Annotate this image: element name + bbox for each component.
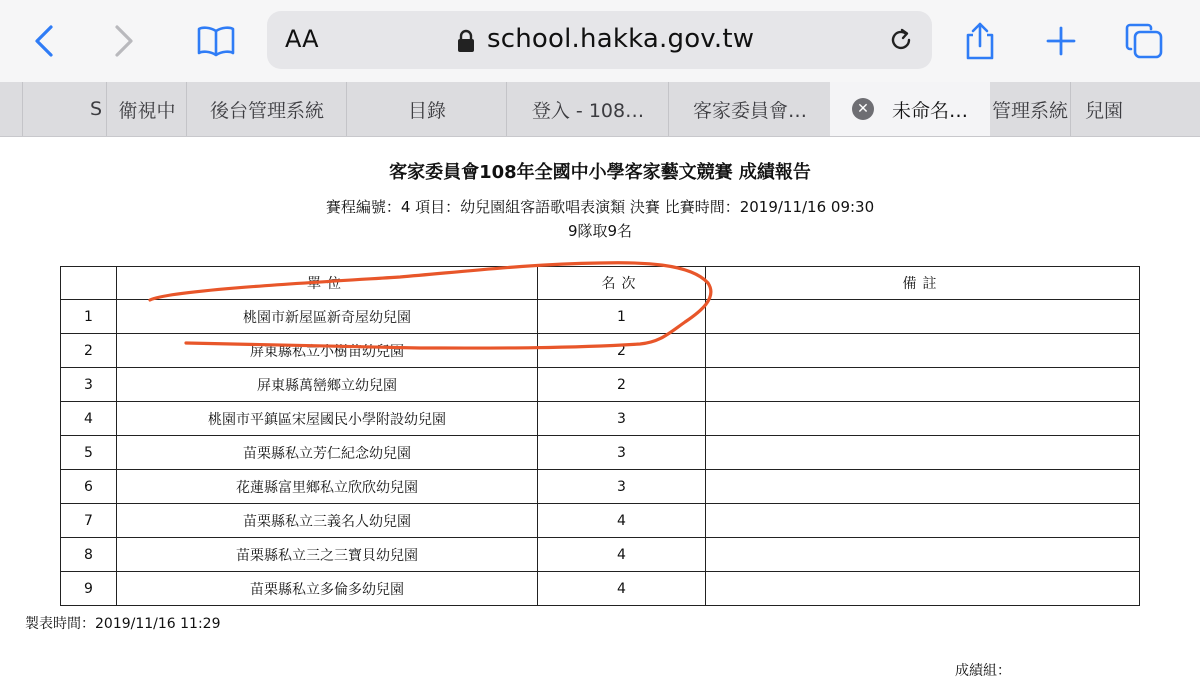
row-note: [706, 572, 1140, 606]
tab-label: 管理系統: [991, 99, 1068, 122]
row-rank: 4: [538, 538, 706, 572]
report-subtitle: 賽程編號：4 項目：幼兒園組客語歌唱表演類 決賽 比賽時間：2019/11/16 09:30: [325, 198, 875, 216]
row-rank: 2: [538, 334, 706, 368]
tab-label: 目錄: [407, 99, 446, 122]
row-unit: 苗栗縣私立多倫多幼兒園: [117, 572, 538, 606]
table-row: [61, 538, 1140, 572]
tab-item[interactable]: [346, 82, 507, 136]
row-unit: 屏東縣私立小樹苗幼兒園: [117, 334, 538, 368]
address-bar[interactable]: [267, 11, 932, 69]
row-rank: 2: [538, 368, 706, 402]
tab-item[interactable]: [22, 82, 106, 136]
tab-item[interactable]: [1070, 82, 1146, 136]
table-header-row: [61, 267, 1140, 300]
row-rank: 1: [538, 300, 706, 334]
row-unit: 苗栗縣私立芳仁紀念幼兒園: [117, 436, 538, 470]
lock-icon: [457, 29, 475, 53]
bookmarks-button[interactable]: [186, 14, 246, 68]
results-table: [60, 266, 1140, 606]
tab-item-active[interactable]: [830, 82, 990, 136]
row-unit: 苗栗縣私立三義名人幼兒園: [117, 504, 538, 538]
tab-item[interactable]: [106, 82, 187, 136]
tab-label: 未命名…: [891, 99, 968, 122]
header-note: 備註: [706, 267, 1140, 300]
tabs-icon: [1124, 22, 1164, 60]
report-summary: 9隊取9名: [567, 222, 633, 240]
header-number: [61, 267, 117, 300]
row-rank: 4: [538, 504, 706, 538]
made-time: 製表時間：2019/11/16 11:29: [25, 616, 221, 632]
row-note: [706, 504, 1140, 538]
row-unit: 桃園市新屋區新奇屋幼兒園: [117, 300, 538, 334]
share-button[interactable]: [950, 14, 1010, 68]
results-group-label: 成績組：: [955, 663, 1011, 679]
table-row: [61, 436, 1140, 470]
tab-item[interactable]: [990, 82, 1070, 136]
browser-toolbar: [0, 0, 1200, 82]
row-number: 1: [61, 300, 117, 334]
table-row: [61, 572, 1140, 606]
table-row: [61, 300, 1140, 334]
row-number: 5: [61, 436, 117, 470]
tabs-overview-button[interactable]: [1114, 14, 1174, 68]
chevron-right-icon: [113, 24, 135, 58]
tab-label: 客家委員會…: [692, 99, 807, 122]
table-row: [61, 368, 1140, 402]
tab-label: 衛視中: [118, 99, 176, 122]
tab-label: 後台管理系統: [209, 99, 324, 122]
table-row: [61, 504, 1140, 538]
book-icon: [196, 25, 236, 57]
row-unit: 花蓮縣富里鄉私立欣欣幼兒園: [117, 470, 538, 504]
row-rank: 3: [538, 402, 706, 436]
row-number: 8: [61, 538, 117, 572]
table-row: [61, 470, 1140, 504]
row-number: 7: [61, 504, 117, 538]
row-number: 4: [61, 402, 117, 436]
row-note: [706, 368, 1140, 402]
text-size-button[interactable]: AA: [285, 25, 319, 53]
row-number: 6: [61, 470, 117, 504]
tab-label: S: [89, 98, 102, 120]
tab-label: 登入 - 108…: [531, 99, 645, 122]
row-note: [706, 538, 1140, 572]
tab-item[interactable]: [668, 82, 831, 136]
row-note: [706, 334, 1140, 368]
tab-label: 兒園: [1085, 99, 1124, 122]
share-icon: [963, 21, 997, 61]
row-number: 9: [61, 572, 117, 606]
url-text: school.hakka.gov.tw: [487, 24, 755, 54]
table-row: [61, 402, 1140, 436]
report-title: 客家委員會108年全國中小學客家藝文競賽 成績報告: [389, 162, 811, 183]
row-note: [706, 300, 1140, 334]
row-unit: 屏東縣萬巒鄉立幼兒園: [117, 368, 538, 402]
row-note: [706, 470, 1140, 504]
tab-item[interactable]: [186, 82, 347, 136]
header-unit: 單位: [117, 267, 538, 300]
tab-item[interactable]: [506, 82, 669, 136]
reload-icon[interactable]: [887, 26, 915, 54]
chevron-left-icon: [33, 24, 55, 58]
row-number: 2: [61, 334, 117, 368]
row-note: [706, 402, 1140, 436]
row-number: 3: [61, 368, 117, 402]
row-unit: 苗栗縣私立三之三寶貝幼兒園: [117, 538, 538, 572]
row-note: [706, 436, 1140, 470]
close-tab-icon[interactable]: ✕: [852, 98, 874, 120]
row-unit: 桃園市平鎮區宋屋國民小學附設幼兒園: [117, 402, 538, 436]
tab-bar: [0, 82, 1200, 137]
row-rank: 4: [538, 572, 706, 606]
plus-icon: [1045, 25, 1077, 57]
header-rank: 名次: [538, 267, 706, 300]
back-button[interactable]: [14, 14, 74, 68]
row-rank: 3: [538, 470, 706, 504]
forward-button[interactable]: [94, 14, 154, 68]
new-tab-button[interactable]: [1031, 14, 1091, 68]
row-rank: 3: [538, 436, 706, 470]
table-row: [61, 334, 1140, 368]
